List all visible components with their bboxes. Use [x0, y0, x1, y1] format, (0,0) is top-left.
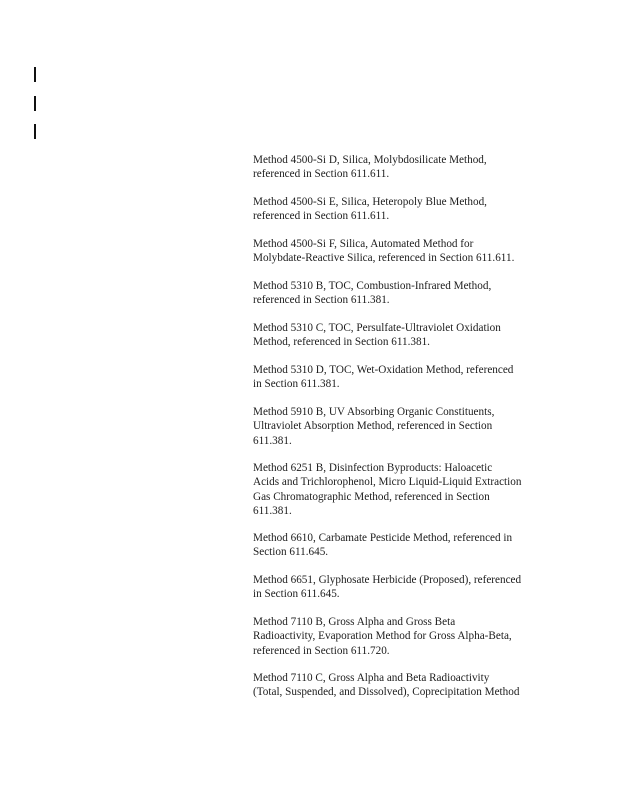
- entry-line: Method 5910 B, UV Absorbing Organic Constituents,: [253, 406, 495, 418]
- method-entry: [253, 279, 553, 308]
- method-entry: [253, 237, 553, 266]
- entry-line: referenced in Section 611.611.: [253, 168, 390, 181]
- method-entry: [253, 573, 553, 602]
- entry-line: Section 611.645.: [253, 546, 329, 559]
- method-entry: [253, 531, 553, 560]
- entry-line: 611.381.: [253, 504, 292, 517]
- method-entry: [253, 321, 553, 350]
- method-entry: [253, 363, 553, 392]
- entry-line: Radioactivity, Evaporation Method for Gross Alpha-Beta,: [253, 630, 512, 643]
- entry-line: Method, referenced in Section 611.381.: [253, 336, 430, 349]
- method-entry: [253, 615, 553, 658]
- entry-line: Method 4500-Si F, Silica, Automated Method for: [253, 238, 474, 250]
- revision-bar: [34, 124, 36, 139]
- entry-line: referenced in Section 611.381.: [253, 294, 390, 307]
- entry-line: Ultraviolet Absorption Method, referenced in Section: [253, 420, 493, 433]
- entry-line: Method 5310 D, TOC, Wet-Oxidation Method, referenced: [253, 364, 514, 376]
- entry-line: Method 4500-Si D, Silica, Molybdosilicate Method,: [253, 154, 487, 166]
- entry-line: 611.381.: [253, 434, 292, 447]
- revision-bar: [34, 96, 36, 111]
- revision-bar: [34, 67, 36, 82]
- entry-line: Acids and Trichlorophenol, Micro Liquid-Liquid Extraction: [253, 476, 522, 489]
- entry-line: Method 7110 B, Gross Alpha and Gross Beta: [253, 616, 456, 628]
- method-entry: [253, 405, 553, 448]
- entry-line: Method 7110 C, Gross Alpha and Beta Radioactivity: [253, 672, 490, 684]
- entry-line: Method 6651, Glyphosate Herbicide (Proposed), referenced: [253, 574, 522, 586]
- entry-line: in Section 611.381.: [253, 378, 340, 391]
- entry-line: Method 4500-Si E, Silica, Heteropoly Blue Method,: [253, 196, 487, 208]
- entry-line: Gas Chromatographic Method, referenced in Section: [253, 490, 490, 503]
- entry-line: Method 6251 B, Disinfection Byproducts: Haloacetic: [253, 462, 493, 474]
- entry-line: Method 5310 C, TOC, Persulfate-Ultraviolet Oxidation: [253, 322, 501, 334]
- entry-line: (Total, Suspended, and Dissolved), Coprecipitation Method: [253, 686, 520, 699]
- entry-line: Method 5310 B, TOC, Combustion-Infrared Method,: [253, 280, 492, 292]
- entry-line: Method 6610, Carbamate Pesticide Method, referenced in: [253, 532, 513, 544]
- method-entry: [253, 671, 553, 700]
- entry-line: Molybdate-Reactive Silica, referenced in Section 611.611.: [253, 252, 515, 265]
- method-entry: [253, 461, 553, 518]
- method-entry: [253, 153, 553, 182]
- method-entry: [253, 195, 553, 224]
- entry-line: referenced in Section 611.611.: [253, 210, 390, 223]
- entry-line: in Section 611.645.: [253, 588, 340, 601]
- entry-line: referenced in Section 611.720.: [253, 644, 390, 657]
